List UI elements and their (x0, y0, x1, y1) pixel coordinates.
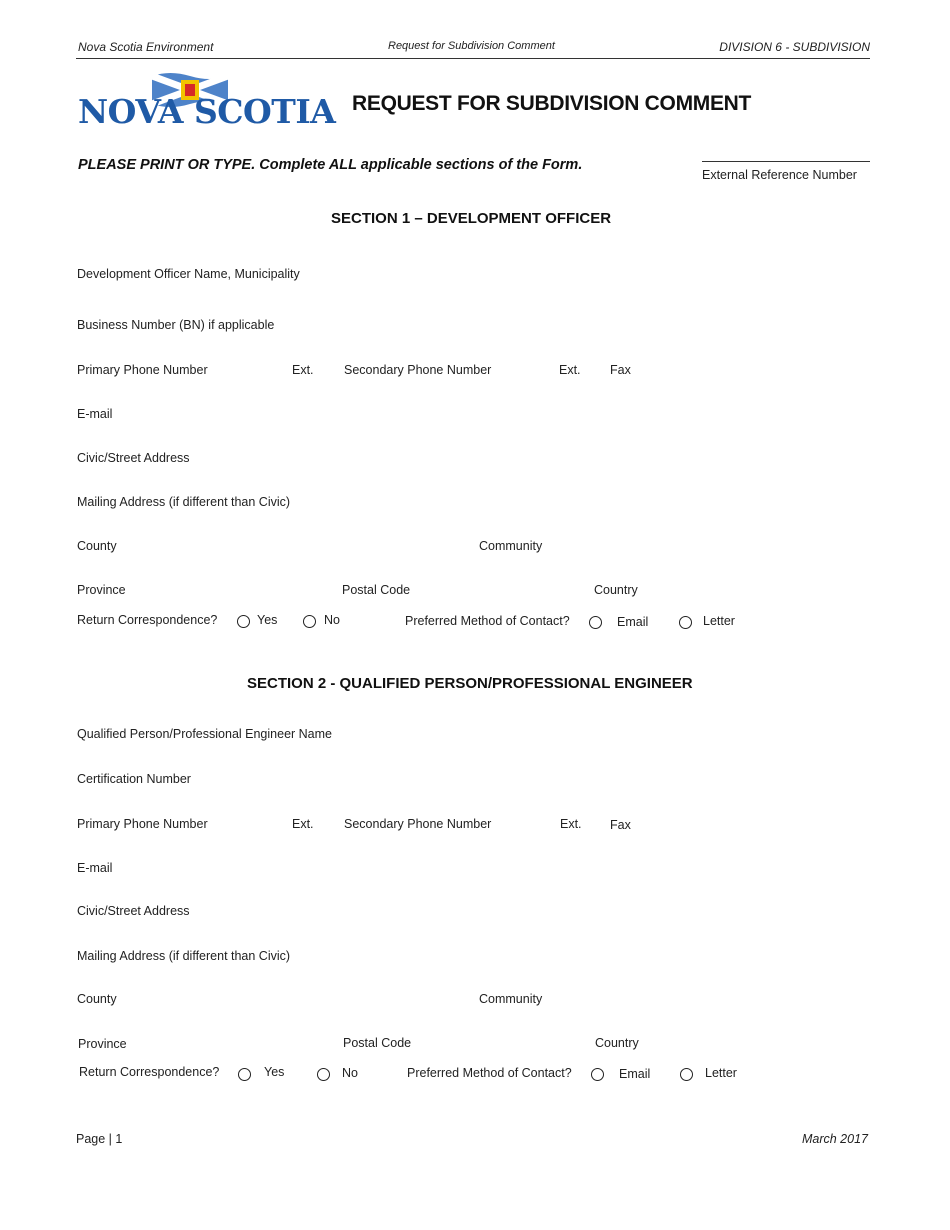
s2-return-no-radio[interactable] (317, 1068, 330, 1081)
s2-contact-letter-label: Letter (705, 1066, 737, 1080)
footer-date: March 2017 (801, 1132, 868, 1146)
s1-return-yes-radio[interactable] (237, 615, 250, 628)
s2-contact-email-label: Email (619, 1067, 651, 1081)
s2-secondary-phone-label: Secondary Phone Number (344, 817, 492, 831)
s2-mailing-label: Mailing Address (if different than Civic) (77, 949, 291, 963)
s2-return-yes-radio[interactable] (238, 1068, 251, 1081)
external-reference-label: External Reference Number (702, 168, 857, 182)
certification-number-label: Certification Number (77, 772, 191, 786)
external-reference-line[interactable] (702, 161, 870, 162)
s2-return-yes-label: Yes (264, 1065, 285, 1079)
s1-secondary-phone-label: Secondary Phone Number (344, 363, 492, 377)
s2-community-label: Community (479, 992, 543, 1006)
s2-contact-letter-radio[interactable] (680, 1068, 693, 1081)
s1-ext2-label: Ext. (559, 363, 581, 377)
s1-province-label: Province (77, 583, 126, 597)
s1-country-label: Country (594, 583, 638, 597)
s1-civic-label: Civic/Street Address (77, 451, 190, 465)
s1-contact-letter-radio[interactable] (679, 616, 692, 629)
s2-province-label: Province (78, 1037, 127, 1051)
s1-primary-phone-label: Primary Phone Number (77, 363, 208, 377)
s1-contact-letter-label: Letter (703, 614, 735, 628)
s2-contact-email-radio[interactable] (591, 1068, 604, 1081)
dev-officer-name-label: Development Officer Name, Municipality (77, 267, 300, 281)
header-right: DIVISION 6 - SUBDIVISION (719, 40, 870, 54)
form-title: REQUEST FOR SUBDIVISION COMMENT (352, 92, 752, 115)
s1-ext1-label: Ext. (292, 363, 314, 377)
page-number: Page | 1 (76, 1132, 123, 1146)
section2-heading: SECTION 2 - QUALIFIED PERSON/PROFESSIONAL ENGINEER (247, 675, 693, 692)
header-left: Nova Scotia Environment (78, 40, 214, 54)
header-divider (76, 58, 870, 59)
instructions: PLEASE PRINT OR TYPE. Complete ALL applicable sections of the Form. (78, 157, 583, 173)
s1-contact-email-radio[interactable] (589, 616, 602, 629)
s1-community-label: Community (479, 539, 543, 553)
s1-return-yes-label: Yes (257, 613, 278, 627)
s1-contact-email-label: Email (617, 615, 649, 629)
section1-heading: SECTION 1 – DEVELOPMENT OFFICER (331, 210, 612, 227)
qp-name-label: Qualified Person/Professional Engineer Name (77, 727, 332, 741)
s2-ext2-label: Ext. (560, 817, 582, 831)
bn-label: Business Number (BN) if applicable (77, 318, 275, 332)
s2-fax-label: Fax (610, 818, 631, 832)
s2-civic-label: Civic/Street Address (77, 904, 190, 918)
s2-country-label: Country (595, 1036, 639, 1050)
s2-postal-label: Postal Code (343, 1036, 412, 1050)
s1-county-label: County (77, 539, 117, 553)
s1-preferred-contact-label: Preferred Method of Contact? (405, 614, 570, 628)
s2-ext1-label: Ext. (292, 817, 314, 831)
s1-mailing-label: Mailing Address (if different than Civic) (77, 495, 291, 509)
s2-county-label: County (77, 992, 117, 1006)
s1-postal-label: Postal Code (342, 583, 411, 597)
s2-email-label: E-mail (77, 861, 113, 875)
s1-return-no-radio[interactable] (303, 615, 316, 628)
s2-return-correspondence-label: Return Correspondence? (79, 1065, 220, 1079)
s1-return-correspondence-label: Return Correspondence? (77, 613, 218, 627)
s2-primary-phone-label: Primary Phone Number (77, 817, 208, 831)
nova-scotia-logo: NOVA SCOTIA (78, 92, 336, 131)
s1-return-no-label: No (324, 613, 340, 627)
s1-fax-label: Fax (610, 363, 631, 377)
header-center: Request for Subdivision Comment (388, 40, 555, 52)
s2-preferred-contact-label: Preferred Method of Contact? (407, 1066, 572, 1080)
s2-return-no-label: No (342, 1066, 358, 1080)
s1-email-label: E-mail (77, 407, 113, 421)
